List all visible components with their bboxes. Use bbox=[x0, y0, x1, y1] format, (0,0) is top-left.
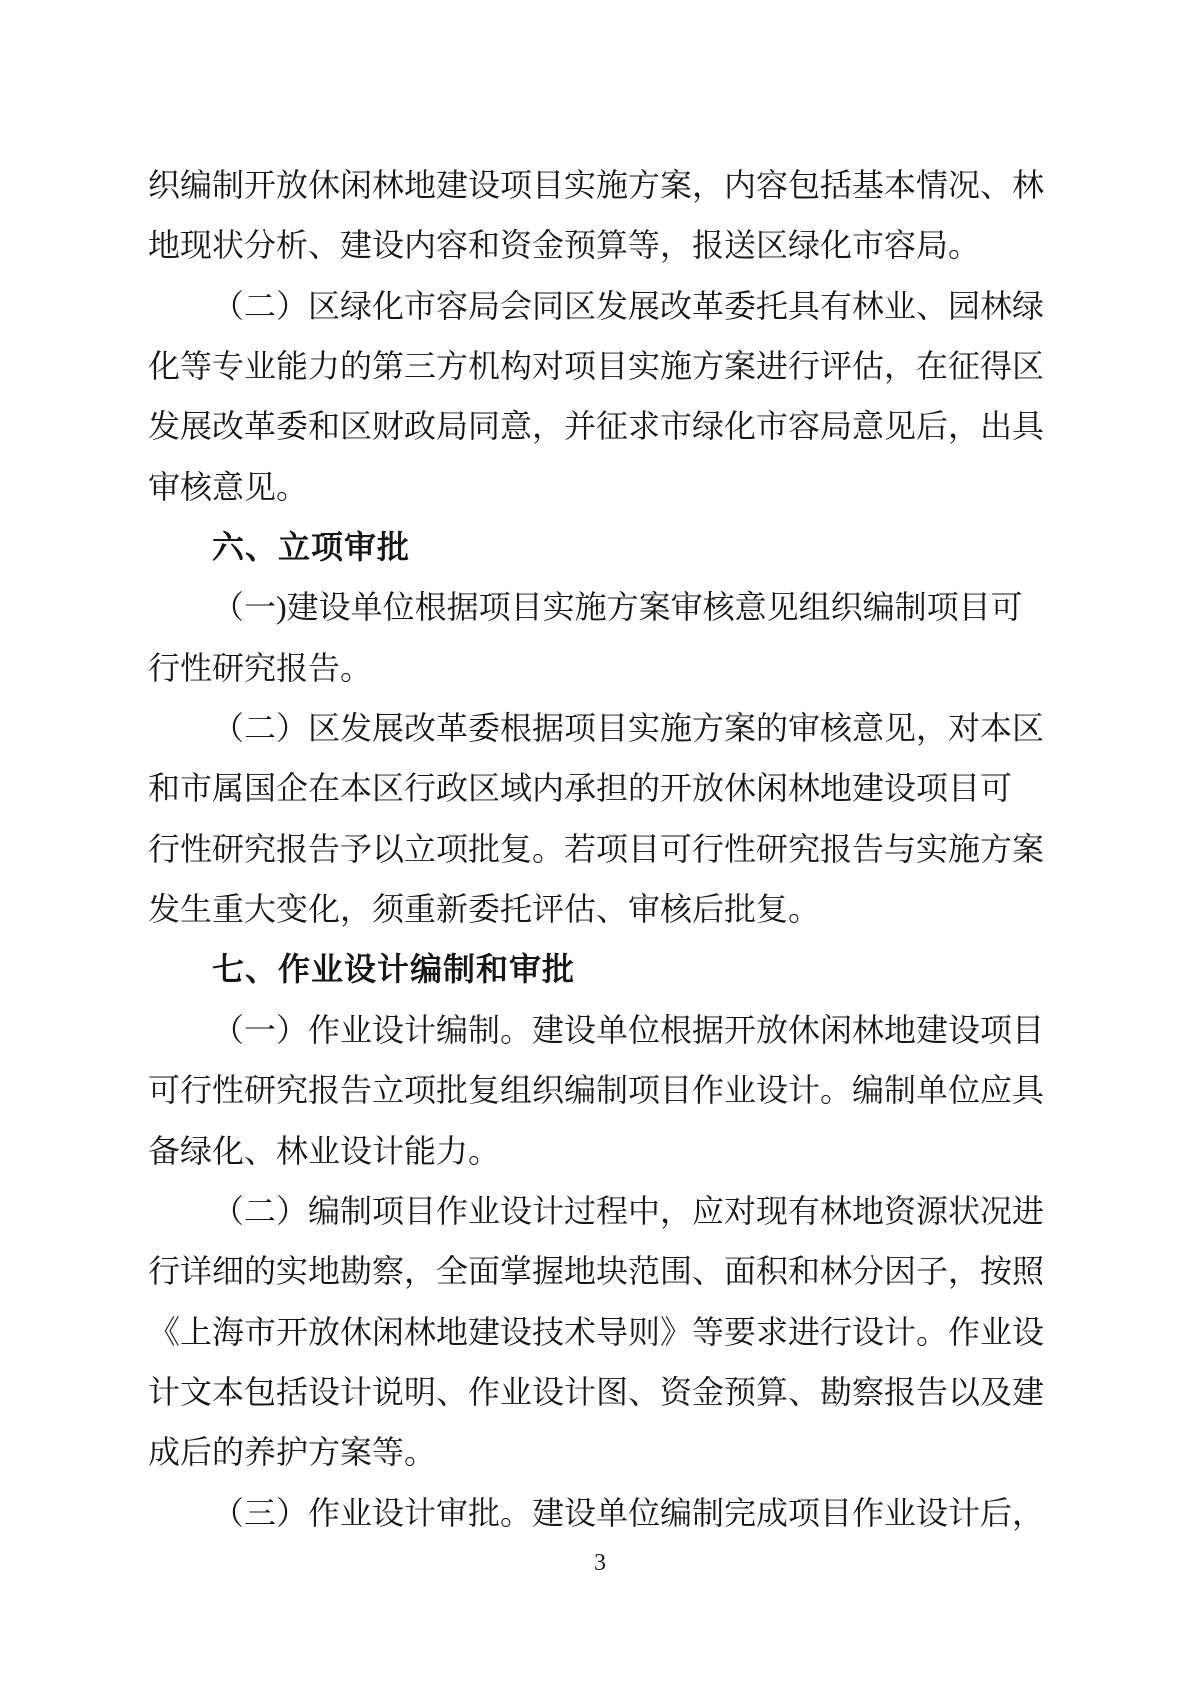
text-line: 行性研究报告。 bbox=[148, 649, 373, 686]
text-line: （二）区发展改革委根据项目实施方案的审核意见，对本区 bbox=[212, 710, 1045, 747]
text-line: 成后的养护方案等。 bbox=[148, 1434, 437, 1471]
text-line: 发展改革委和区财政局同意，并征求市绿化市容局意见后，出具 bbox=[148, 408, 1045, 445]
text-line: 行性研究报告予以立项批复。若项目可行性研究报告与实施方案 bbox=[148, 830, 1045, 867]
text-line: （二）编制项目作业设计过程中，应对现有林地资源状况进 bbox=[212, 1192, 1045, 1229]
text-line: （二）区绿化市容局会同区发展改革委托具有林业、园林绿 bbox=[212, 287, 1045, 324]
text-line: 地现状分析、建设内容和资金预算等，报送区绿化市容局。 bbox=[148, 227, 981, 264]
text-line: （一)建设单位根据项目实施方案审核意见组织编制项目可 bbox=[212, 589, 1023, 626]
text-line: 和市属国企在本区行政区域内承担的开放休闲林地建设项目可 bbox=[148, 770, 1013, 807]
text-line: （三）作业设计审批。建设单位编制完成项目作业设计后， bbox=[212, 1494, 1045, 1531]
text-line: 织编制开放休闲林地建设项目实施方案，内容包括基本情况、林 bbox=[148, 167, 1045, 203]
text-line: 《上海市开放休闲林地建设技术导则》等要求进行设计。作业设 bbox=[148, 1313, 1045, 1350]
text-line: 备绿化、林业设计能力。 bbox=[148, 1132, 501, 1169]
text-line: 化等专业能力的第三方机构对项目实施方案进行评估，在征得区 bbox=[148, 348, 1045, 385]
text-line: 行详细的实地勘察，全面掌握地块范围、面积和林分因子，按照 bbox=[148, 1253, 1045, 1290]
document-text-block bbox=[148, 155, 1048, 1543]
text-line: 可行性研究报告立项批复组织编制项目作业设计。编制单位应具 bbox=[148, 1072, 1045, 1109]
text-line: 审核意见。 bbox=[148, 468, 309, 505]
text-line: 发生重大变化，须重新委托评估、审核后批复。 bbox=[148, 891, 821, 928]
page-number: 3 bbox=[594, 1550, 606, 1576]
text-line: （一）作业设计编制。建设单位根据开放休闲林地建设项目 bbox=[212, 1011, 1045, 1048]
section-heading: 七、作业设计编制和审批 bbox=[212, 951, 576, 988]
section-heading: 六、立项审批 bbox=[212, 529, 411, 566]
text-line: 计文本包括设计说明、作业设计图、资金预算、勘察报告以及建 bbox=[148, 1373, 1045, 1410]
